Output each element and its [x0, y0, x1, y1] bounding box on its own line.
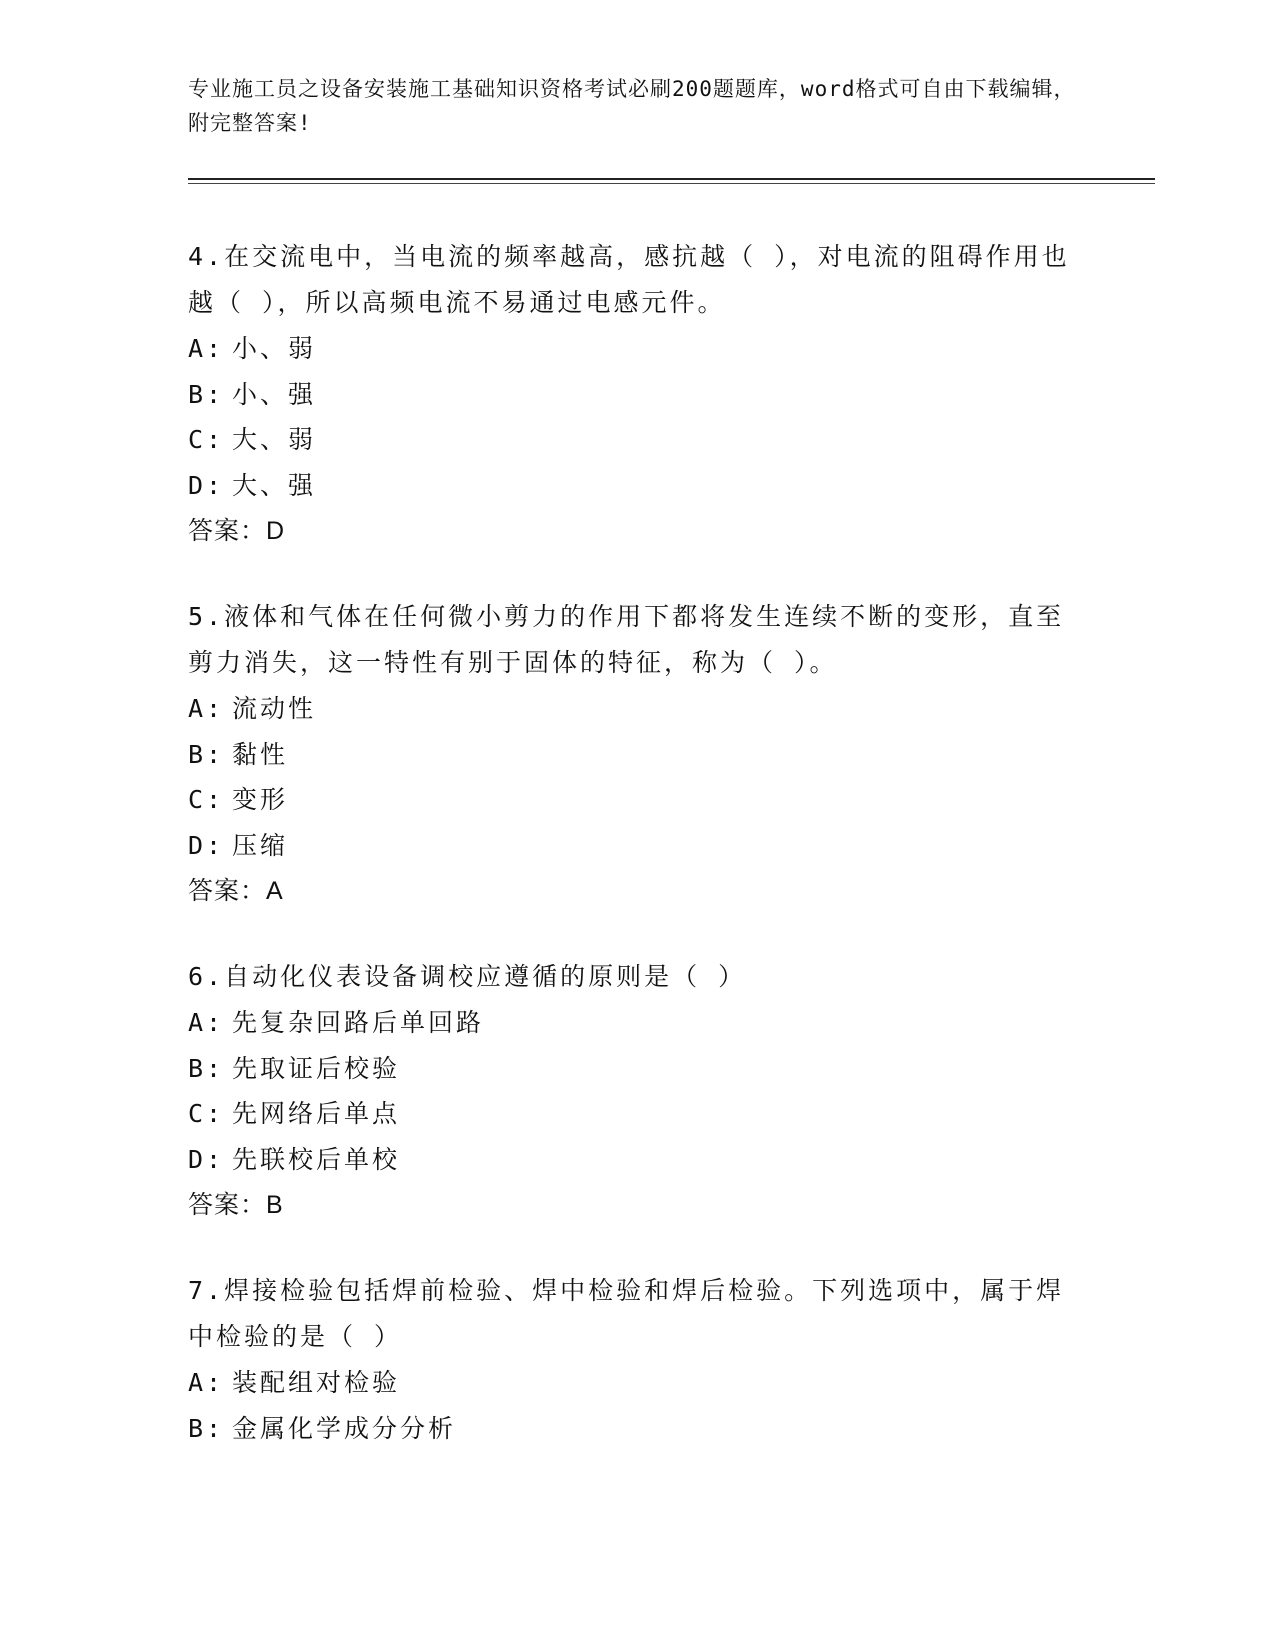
option-d: [188, 823, 1088, 869]
option-letter: B:: [188, 739, 225, 769]
option-text: 流动性: [232, 694, 317, 723]
option-letter: C:: [188, 425, 225, 454]
option-c: [188, 417, 1088, 463]
option-a: [188, 1000, 1088, 1046]
option-text: 先网络后单点: [232, 1099, 401, 1128]
option-letter: C:: [188, 785, 225, 814]
question-text: 6.自动化仪表设备调校应遵循的原则是（ ）: [188, 962, 747, 991]
option-text: 先取证后校验: [232, 1053, 401, 1083]
option-text: 大、弱: [232, 425, 317, 454]
answer-line: 答案：B: [188, 1191, 284, 1219]
option-letter: D:: [188, 470, 225, 500]
option-letter: A:: [188, 694, 225, 723]
option-letter: A:: [188, 334, 225, 363]
option-text: 金属化学成分分析: [232, 1413, 457, 1443]
option-letter: D:: [188, 830, 225, 860]
option-letter: B:: [188, 1053, 225, 1083]
question-text: 4.在交流电中，当电流的频率越高，感抗越（ ），对电流的阻碍作用也越（ ），所以高频电流不易通过电感元件。: [188, 242, 1070, 317]
question-list: [188, 234, 1088, 1491]
option-letter: B:: [188, 379, 225, 409]
option-letter: B:: [188, 1413, 225, 1443]
header-divider-thick: [188, 178, 1155, 180]
option-b: [188, 1406, 1088, 1452]
option-letter: C:: [188, 1099, 225, 1128]
option-d: [188, 1137, 1088, 1183]
question-text: 5.液体和气体在任何微小剪力的作用下都将发生连续不断的变形，直至剪力消失，这一特性有别于固体的特征，称为（ ）。: [188, 602, 1065, 677]
option-text: 先联校后单校: [232, 1144, 401, 1174]
question-4: [188, 234, 1088, 554]
option-b: [188, 1046, 1088, 1092]
option-letter: A:: [188, 1368, 225, 1397]
option-a: [188, 686, 1088, 732]
question-6: [188, 954, 1088, 1228]
option-c: [188, 1091, 1088, 1137]
answer-line: 答案：D: [188, 517, 286, 545]
document-header: 专业施工员之设备安装施工基础知识资格考试必刷200题题库，word格式可自由下载编辑，附完整答案!: [188, 77, 1076, 135]
option-text: 黏性: [232, 739, 289, 769]
option-a: [188, 326, 1088, 372]
option-text: 小、强: [232, 379, 317, 409]
question-text: 7.焊接检验包括焊前检验、焊中检验和焊后检验。下列选项中，属于焊中检验的是（ ）: [188, 1276, 1065, 1351]
option-letter: A:: [188, 1008, 225, 1037]
option-c: [188, 777, 1088, 823]
option-text: 装配组对检验: [232, 1368, 401, 1397]
question-7: [188, 1268, 1088, 1451]
option-d: [188, 463, 1088, 509]
option-text: 变形: [232, 785, 289, 814]
option-text: 大、强: [232, 470, 317, 500]
option-b: [188, 372, 1088, 418]
option-text: 小、弱: [232, 334, 317, 363]
option-a: [188, 1360, 1088, 1406]
answer-line: 答案：A: [188, 877, 284, 905]
header-divider-thin: [188, 183, 1155, 184]
option-letter: D:: [188, 1144, 225, 1174]
option-b: [188, 732, 1088, 778]
option-text: 先复杂回路后单回路: [232, 1008, 485, 1037]
option-text: 压缩: [232, 830, 289, 860]
question-5: [188, 594, 1088, 914]
